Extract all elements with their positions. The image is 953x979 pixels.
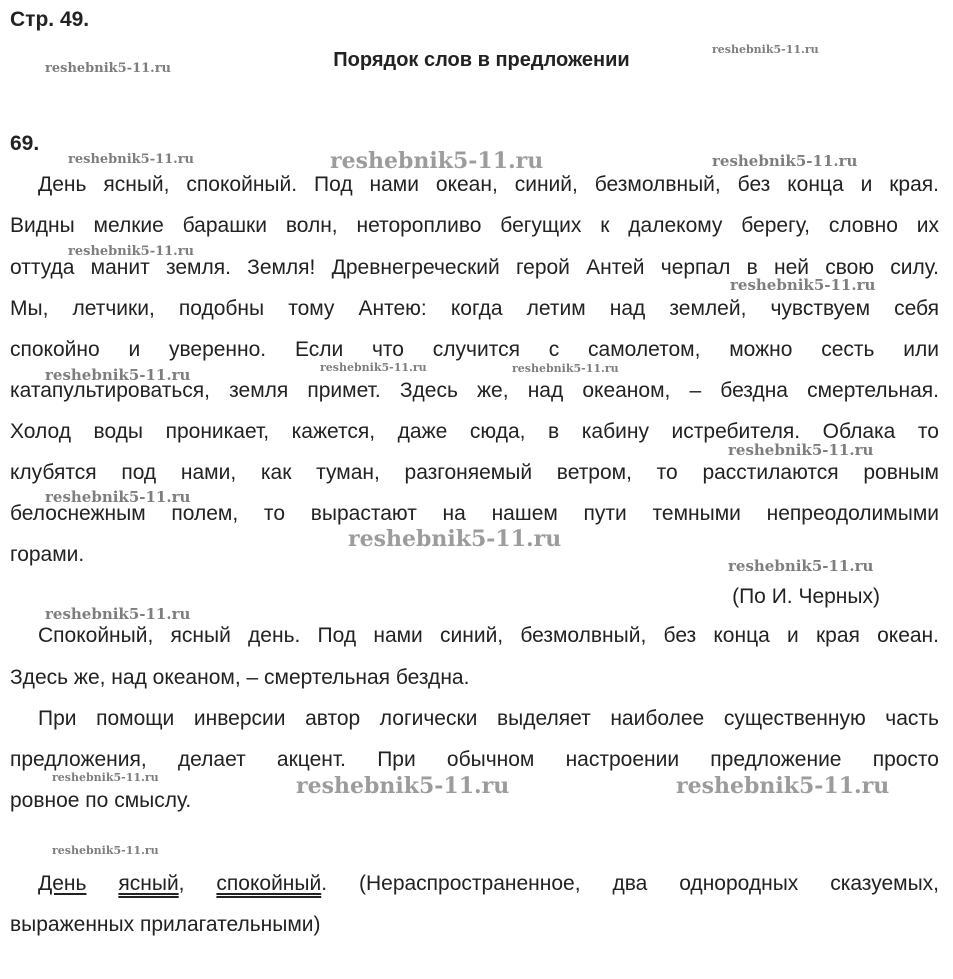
watermark: reshebnik5-11.ru [45,61,172,76]
watermark: reshebnik5-11.ru [68,152,195,167]
task-number: 69. [10,132,40,155]
text-line: ровное по смыслу. [10,789,192,812]
watermark: reshebnik5-11.ru [45,488,191,506]
watermark: reshebnik5-11.ru [45,366,191,384]
text-line: При помощи инверсии автор логически выделяет наиболее существенную часть [38,707,939,730]
text-line: оттуда манит земля. Земля! Древнегреческий герой Антей черпал в ней свою силу. [10,256,939,279]
watermark: reshebnik5-11.ru [348,526,562,552]
text-line: Спокойный, ясный день. Под нами синий, безмолвный, без конца и края океан. [38,624,939,647]
text-line: горами. [10,543,85,566]
watermark: reshebnik5-11.ru [728,441,874,459]
watermark: reshebnik5-11.ru [676,773,890,799]
predicate-word: ясный [118,872,179,895]
source-attribution: (По И. Черных) [732,585,880,608]
sentence-end: . [321,872,328,895]
subject-word: День [38,872,87,895]
watermark: reshebnik5-11.ru [512,362,619,375]
text-line: клубятся под нами, как туман, разгоняемый ветром, то расстилаются ровным [10,461,939,484]
analysis-note-line: выраженных прилагательными) [10,913,321,936]
text-line: Видны мелкие барашки волн, неторопливо бегущих к далекому берегу, словно их [10,214,939,237]
watermark: reshebnik5-11.ru [712,43,819,56]
text-line: катапультироваться, земля примет. Здесь же, над океаном, – бездна смертельная. [10,379,939,402]
watermark: reshebnik5-11.ru [728,557,874,575]
separator: , [178,872,217,895]
text-line: Мы, летчики, подобны тому Антею: когда летим над землей, чувствуем себя [10,297,939,320]
text-line: День ясный, спокойный. Под нами океан, синий, безмолвный, без конца и края. [38,173,939,196]
watermark: reshebnik5-11.ru [68,244,195,259]
page-number: Стр. 49. [10,8,90,31]
page-title: Порядок слов в предложении [333,49,630,71]
analysis-line [38,871,939,897]
watermark: reshebnik5-11.ru [52,771,159,784]
watermark: reshebnik5-11.ru [730,276,876,294]
text-line: белоснежным полем, то вырастают на нашем пути темными непреодолимыми [10,502,939,525]
text-line: Холод воды проникает, кажется, даже сюда, в кабину истребителя. Облака то [10,420,939,443]
analysis-note: (Нераспространенное, два однородных сказуемых, [327,872,940,895]
watermark: reshebnik5-11.ru [52,844,159,857]
watermark: reshebnik5-11.ru [320,361,427,374]
text-line: Здесь же, над океаном, – смертельная бездна. [10,666,470,689]
watermark: reshebnik5-11.ru [330,148,544,174]
watermark: reshebnik5-11.ru [296,773,510,799]
text-line: спокойно и уверенно. Если что случится с самолетом, можно сесть или [10,338,939,361]
watermark: reshebnik5-11.ru [712,152,858,170]
predicate-word: спокойный [216,872,322,895]
watermark: reshebnik5-11.ru [45,605,191,623]
text-line: предложения, делает акцент. При обычном настроении предложение просто [10,748,939,771]
